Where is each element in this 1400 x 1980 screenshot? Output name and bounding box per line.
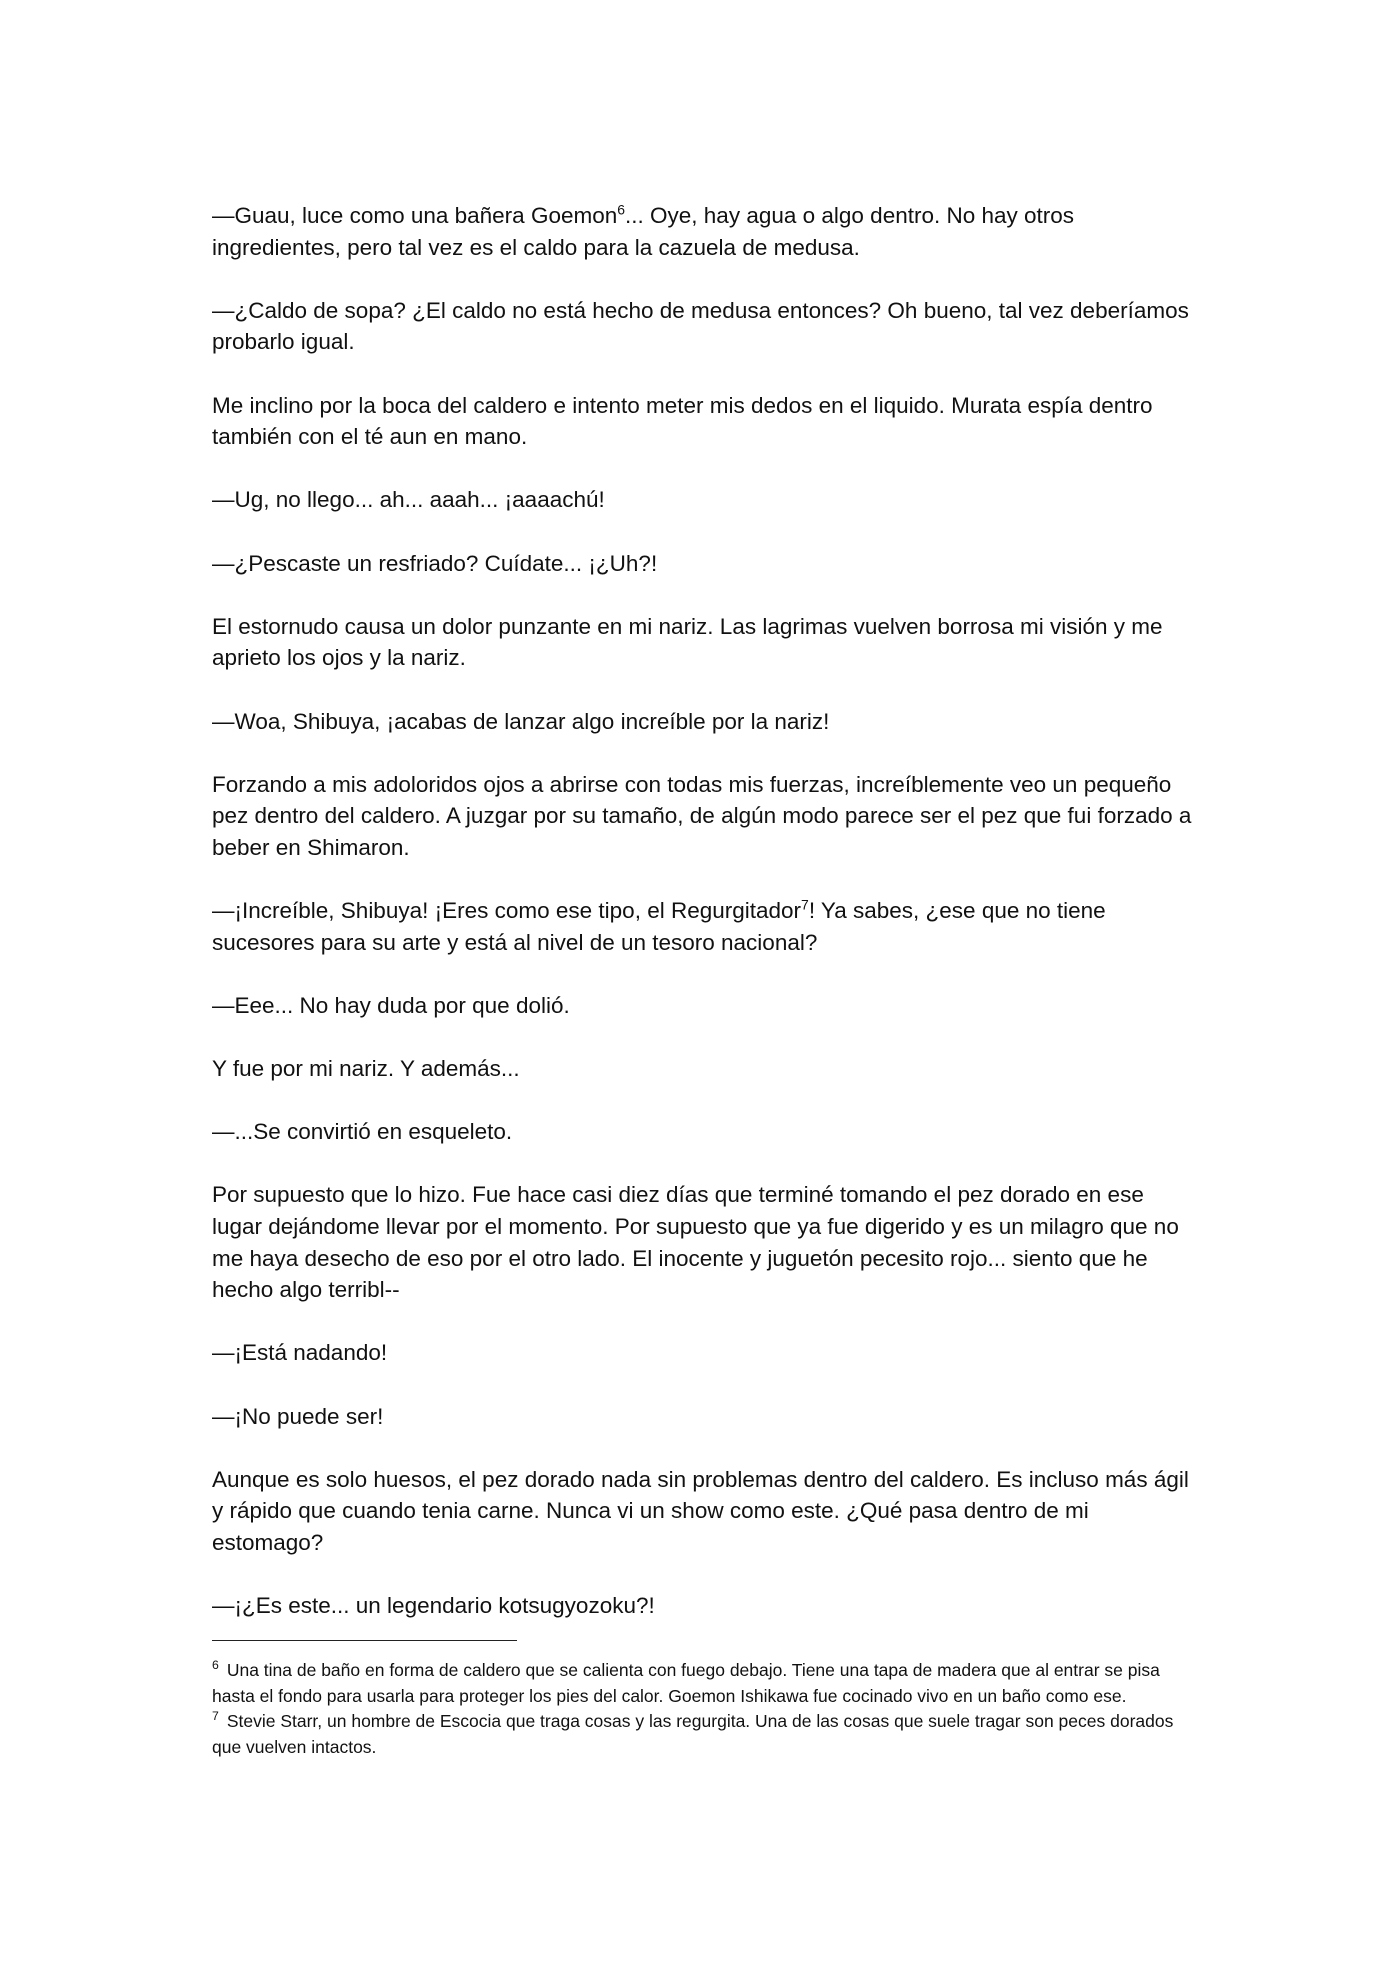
paragraph-9: —¡Increíble, Shibuya! ¡Eres como ese tipo, el Regurgitador$^7$! Ya sabes, ¿ese que no tiene sucesores para su arte y está al nivel de un tesoro nacional? xyxy=(212,896,1106,955)
footnotes xyxy=(212,1658,1197,1760)
paragraph-2: —¿Caldo de sopa? ¿El caldo no está hecho de medusa entonces? Oh bueno, tal vez deberíamos probarlo igual. xyxy=(212,297,1189,355)
paragraph-5: —¿Pescaste un resfriado? Cuídate... ¡¿Uh?! xyxy=(212,550,658,576)
footnote-number: 7 xyxy=(212,1709,219,1724)
paragraph-6: El estornudo causa un dolor punzante en mi nariz. Las lagrimas vuelven borrosa mi visión y me aprieto los ojos y la nariz. xyxy=(212,613,1163,671)
paragraph-3: Me inclino por la boca del caldero e intento meter mis dedos en el liquido. Murata espía dentro también con el té aun en mano. xyxy=(212,392,1153,450)
paragraph-15: —¡No puede ser! xyxy=(212,1403,384,1429)
footnote-7 xyxy=(212,1709,1197,1760)
paragraph-12: —...Se convirtió en esqueleto. xyxy=(212,1119,513,1145)
paragraph-13: Por supuesto que lo hizo. Fue hace casi diez días que terminé tomando el pez dorado en ese lugar dejándome llevar por el momento. Por supuesto que ya fue digerido y es un milagro que no me haya desecho de eso por el otro lado. El inocente y juguetón pecesito rojo... siento que he hecho algo terribl-- xyxy=(212,1182,1179,1303)
footnote-separator xyxy=(212,1640,517,1641)
paragraph-1: —Guau, luce como una bañera Goemon$^6$... Oye, hay agua o algo dentro. No hay otros ingredientes, pero tal vez es el caldo para la cazuela de medusa. xyxy=(212,201,1075,260)
paragraph-17: —¡¿Es este... un legendario kotsugyozoku?! xyxy=(212,1593,655,1619)
footnote-text: Una tina de baño en forma de caldero que se calienta con fuego debajo. Tiene una tapa de madera que al entrar se pisa hasta el fondo para usarla para proteger los pies del calor. Goemon Ishikawa fue cocinado vivo en un baño como ese. xyxy=(212,1660,1160,1706)
paragraph-16: Aunque es solo huesos, el pez dorado nada sin problemas dentro del caldero. Es incluso más ágil y rápido que cuando tenia carne. Nunca vi un show como este. ¿Qué pasa dentro de mi estomago? xyxy=(212,1466,1189,1555)
body-text xyxy=(212,200,1197,1622)
paragraph-7: —Woa, Shibuya, ¡acabas de lanzar algo increíble por la nariz! xyxy=(212,708,830,734)
footnote-6 xyxy=(212,1658,1197,1709)
footnote-ref-6: 6 xyxy=(617,201,626,218)
footnote-number: 6 xyxy=(212,1658,219,1673)
paragraph-4: —Ug, no llego... ah... aaah... ¡aaaachú! xyxy=(212,487,605,513)
paragraph-11: Y fue por mi nariz. Y además... xyxy=(212,1056,520,1082)
footnote-text: Stevie Starr, un hombre de Escocia que traga cosas y las regurgita. Una de las cosas que suele tragar son peces dorados que vuelven intactos. xyxy=(212,1711,1174,1757)
footnote-ref-7: 7 xyxy=(801,896,809,913)
paragraph-8: Forzando a mis adoloridos ojos a abrirse con todas mis fuerzas, increíblemente veo un pequeño pez dentro del caldero. A juzgar por su tamaño, de algún modo parece ser el pez que fui forzado a beber en Shimaron. xyxy=(212,771,1192,860)
paragraph-14: —¡Está nadando! xyxy=(212,1340,388,1366)
paragraph-10: —Eee... No hay duda por que dolió. xyxy=(212,992,570,1018)
